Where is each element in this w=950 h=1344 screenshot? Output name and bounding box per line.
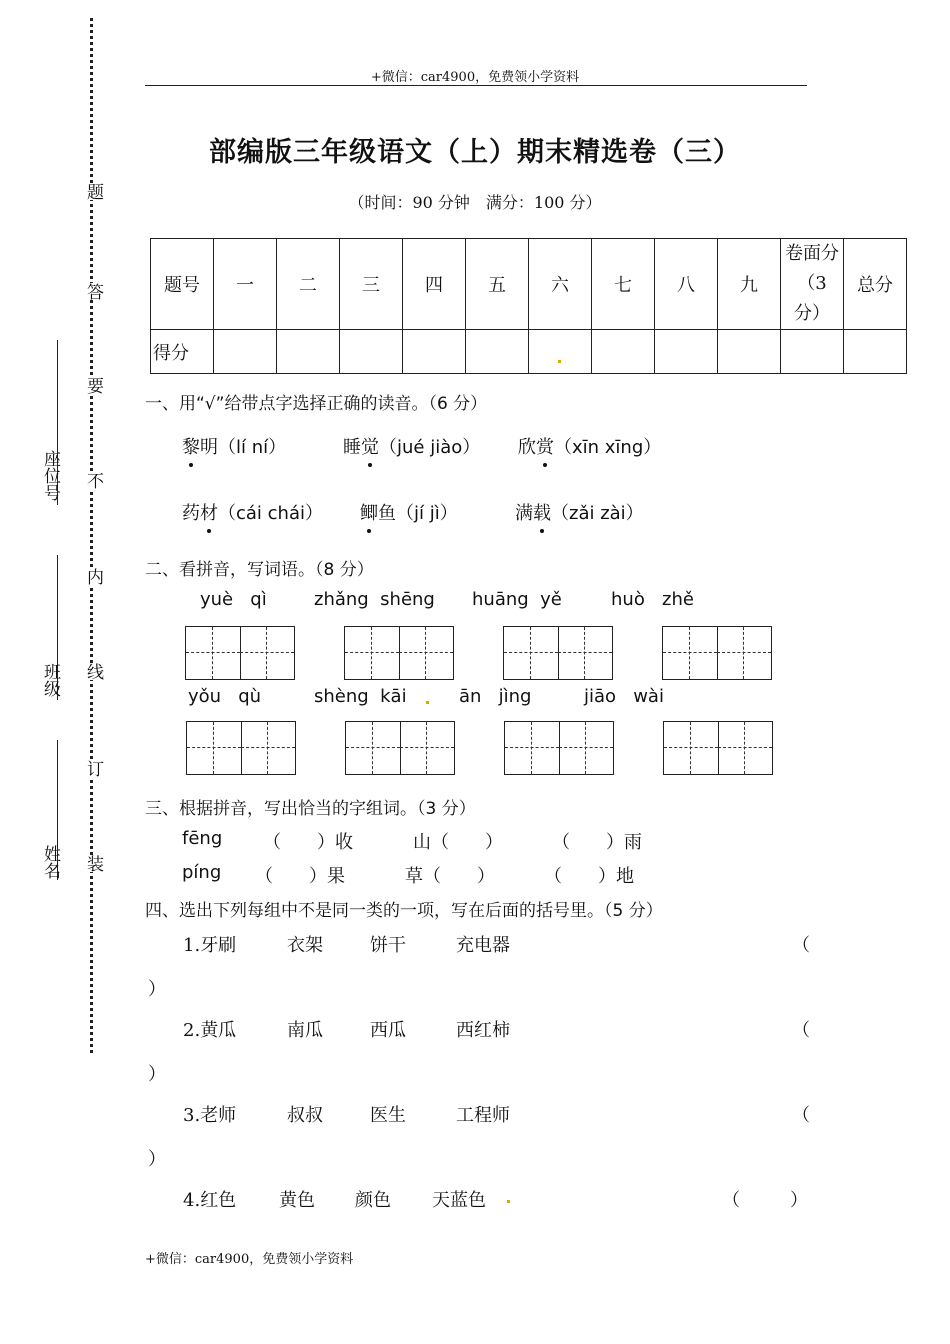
ink-speck (558, 360, 561, 363)
s1-item-1 (182, 433, 286, 459)
score-cell[interactable] (781, 330, 844, 374)
s1-item-5 (360, 499, 458, 525)
dotted-char: 鲫 (360, 499, 378, 525)
pinyin-options[interactable]: （xīn xīng） (554, 437, 662, 458)
answer-paren-open[interactable]: （ (792, 935, 810, 956)
s3-blank[interactable]: （ ）果 (255, 866, 345, 887)
col-9: 九 (718, 239, 781, 330)
seal-char-2: 答 (81, 283, 106, 300)
dotted-char: 载 (533, 499, 551, 525)
pinyin-prompt: jiāo wài (584, 686, 664, 707)
score-cell[interactable] (277, 330, 340, 374)
writing-grid[interactable] (345, 721, 455, 775)
col-3: 三 (340, 239, 403, 330)
word: 医生 (370, 1105, 406, 1126)
writing-grid[interactable] (663, 721, 773, 775)
seat-label: 座位号 (40, 450, 60, 501)
word: 叔叔 (287, 1105, 323, 1126)
binding-dotted-line (90, 18, 93, 1053)
score-cell[interactable] (844, 330, 907, 374)
pinyin-prompt: yuè qì (200, 589, 267, 610)
section1-heading: 一、用“√”给带点字选择正确的读音。（6 分） (145, 394, 488, 414)
seal-char-6: 线 (81, 663, 106, 680)
writing-grid[interactable] (504, 721, 614, 775)
word: 黄瓜 (200, 1020, 237, 1041)
total-label: 总分 (844, 239, 907, 330)
s1-item-6 (515, 499, 644, 525)
writing-grid[interactable] (662, 626, 772, 680)
word: 西红柿 (456, 1020, 510, 1041)
dotted-char: 赏 (536, 433, 554, 459)
section3-heading: 三、根据拼音，写出恰当的字组词。（3 分） (145, 799, 476, 819)
seal-char-3: 要 (81, 377, 106, 394)
page-score-header (781, 239, 844, 330)
pinyin-prompt: huò zhě (611, 589, 694, 610)
score-cell[interactable] (718, 330, 781, 374)
dotted-char: 黎 (182, 433, 200, 459)
name-label: 姓名 (40, 845, 60, 879)
page-score-label: 卷面分 (785, 243, 839, 264)
pinyin-prompt: huāng yě (472, 589, 562, 610)
answer-paren-open[interactable]: （ (792, 1020, 810, 1041)
group-number: 1. (183, 935, 201, 956)
pinyin-options[interactable]: （cái chái） (218, 503, 323, 524)
score-cell[interactable] (655, 330, 718, 374)
question-number-label: 题号 (151, 239, 214, 330)
word: 颜色 (355, 1190, 391, 1211)
answer-paren-close: ） (790, 1190, 808, 1211)
s1-item-4 (182, 499, 323, 525)
col-7: 七 (592, 239, 655, 330)
col-2: 二 (277, 239, 340, 330)
word: 红色 (200, 1190, 237, 1211)
dotted-char: 觉 (361, 433, 379, 459)
pinyin-prompt: zhǎng shēng (314, 589, 435, 610)
word: 牙刷 (200, 935, 237, 956)
score-cell[interactable] (529, 330, 592, 374)
word: 天蓝色 (432, 1190, 486, 1211)
score-cell[interactable] (214, 330, 277, 374)
pinyin-prompt: shèng kāi (314, 686, 407, 707)
s3-blank[interactable]: （ ）雨 (552, 832, 642, 853)
page-title: 部编版三年级语文（上）期末精选卷（三） (209, 137, 741, 168)
word: 工程师 (456, 1105, 510, 1126)
word: 老师 (200, 1105, 237, 1126)
writing-grid[interactable] (185, 626, 295, 680)
pinyin-options[interactable]: （jué jiào） (379, 437, 481, 458)
seal-char-7: 订 (81, 760, 106, 777)
header-divider (145, 85, 807, 86)
col-6: 六 (529, 239, 592, 330)
footer-note: +微信：car4900，免费领小学资料 (145, 1252, 354, 1267)
dotted-char: 材 (200, 499, 218, 525)
seal-char-5: 内 (81, 568, 106, 585)
group-number: 3. (183, 1105, 201, 1126)
s4-group-3 (183, 1101, 236, 1127)
s3-pinyin: píng (182, 862, 222, 883)
col-8: 八 (655, 239, 718, 330)
pinyin-options[interactable]: （jí jì） (396, 503, 458, 524)
plain-char: 鱼 (378, 503, 396, 524)
s1-item-2 (343, 433, 480, 459)
s4-group-4 (183, 1186, 236, 1212)
score-row-label: 得分 (151, 330, 214, 374)
score-cell[interactable] (592, 330, 655, 374)
s3-blank[interactable]: （ ）地 (544, 866, 634, 887)
group-number: 4. (183, 1190, 201, 1211)
answer-paren-close: ） (148, 979, 166, 1000)
word: 南瓜 (287, 1020, 323, 1041)
score-cell[interactable] (403, 330, 466, 374)
s1-item-3 (518, 433, 661, 459)
word: 西瓜 (370, 1020, 406, 1041)
ink-speck (426, 701, 429, 704)
answer-paren-close: ） (148, 1064, 166, 1085)
s4-group-2 (183, 1016, 236, 1042)
plain-char: 明 (200, 437, 218, 458)
writing-grid[interactable] (344, 626, 454, 680)
page-score-points: （3 分） (794, 273, 830, 324)
seal-char-4: 不 (81, 472, 106, 489)
answer-paren-close: ） (148, 1149, 166, 1170)
score-cell[interactable] (340, 330, 403, 374)
section2-heading: 二、看拼音，写词语。（8 分） (145, 560, 374, 580)
col-5: 五 (466, 239, 529, 330)
pinyin-options[interactable]: （zǎi zài） (551, 503, 644, 524)
word: 黄色 (279, 1190, 315, 1211)
plain-char: 满 (515, 503, 533, 524)
writing-grid[interactable] (503, 626, 613, 680)
seal-char-1: 题 (81, 183, 106, 200)
class-label: 班级 (40, 663, 60, 697)
s3-blank[interactable]: 山（ ） (413, 832, 503, 853)
header-note: +微信：car4900，免费领小学资料 (370, 70, 580, 85)
col-1: 一 (214, 239, 277, 330)
word: 饼干 (370, 935, 406, 956)
ink-speck (507, 1200, 510, 1203)
section4-heading: 四、选出下列每组中不是同一类的一项，写在后面的括号里。（5 分） (145, 901, 663, 921)
pinyin-prompt: yǒu qù (188, 686, 262, 707)
score-table (150, 238, 907, 374)
writing-grid[interactable] (186, 721, 296, 775)
word: 衣架 (287, 935, 323, 956)
s3-blank[interactable]: 草（ ） (405, 866, 495, 887)
answer-paren-open[interactable]: （ (722, 1190, 740, 1211)
plain-char: 欣 (518, 437, 536, 458)
s3-pinyin: fēng (182, 828, 223, 849)
s3-blank[interactable]: （ ）收 (263, 832, 353, 853)
seal-char-8: 装 (81, 855, 106, 872)
plain-char: 药 (182, 503, 200, 524)
pinyin-options[interactable]: （lí ní） (218, 437, 287, 458)
answer-paren-open[interactable]: （ (792, 1105, 810, 1126)
col-4: 四 (403, 239, 466, 330)
plain-char: 睡 (343, 437, 361, 458)
exam-info: （时间：90 分钟 满分：100 分） (348, 193, 602, 212)
score-cell[interactable] (466, 330, 529, 374)
word: 充电器 (456, 935, 510, 956)
s4-group-1 (183, 931, 236, 957)
pinyin-prompt: ān jìng (459, 686, 532, 707)
group-number: 2. (183, 1020, 201, 1041)
